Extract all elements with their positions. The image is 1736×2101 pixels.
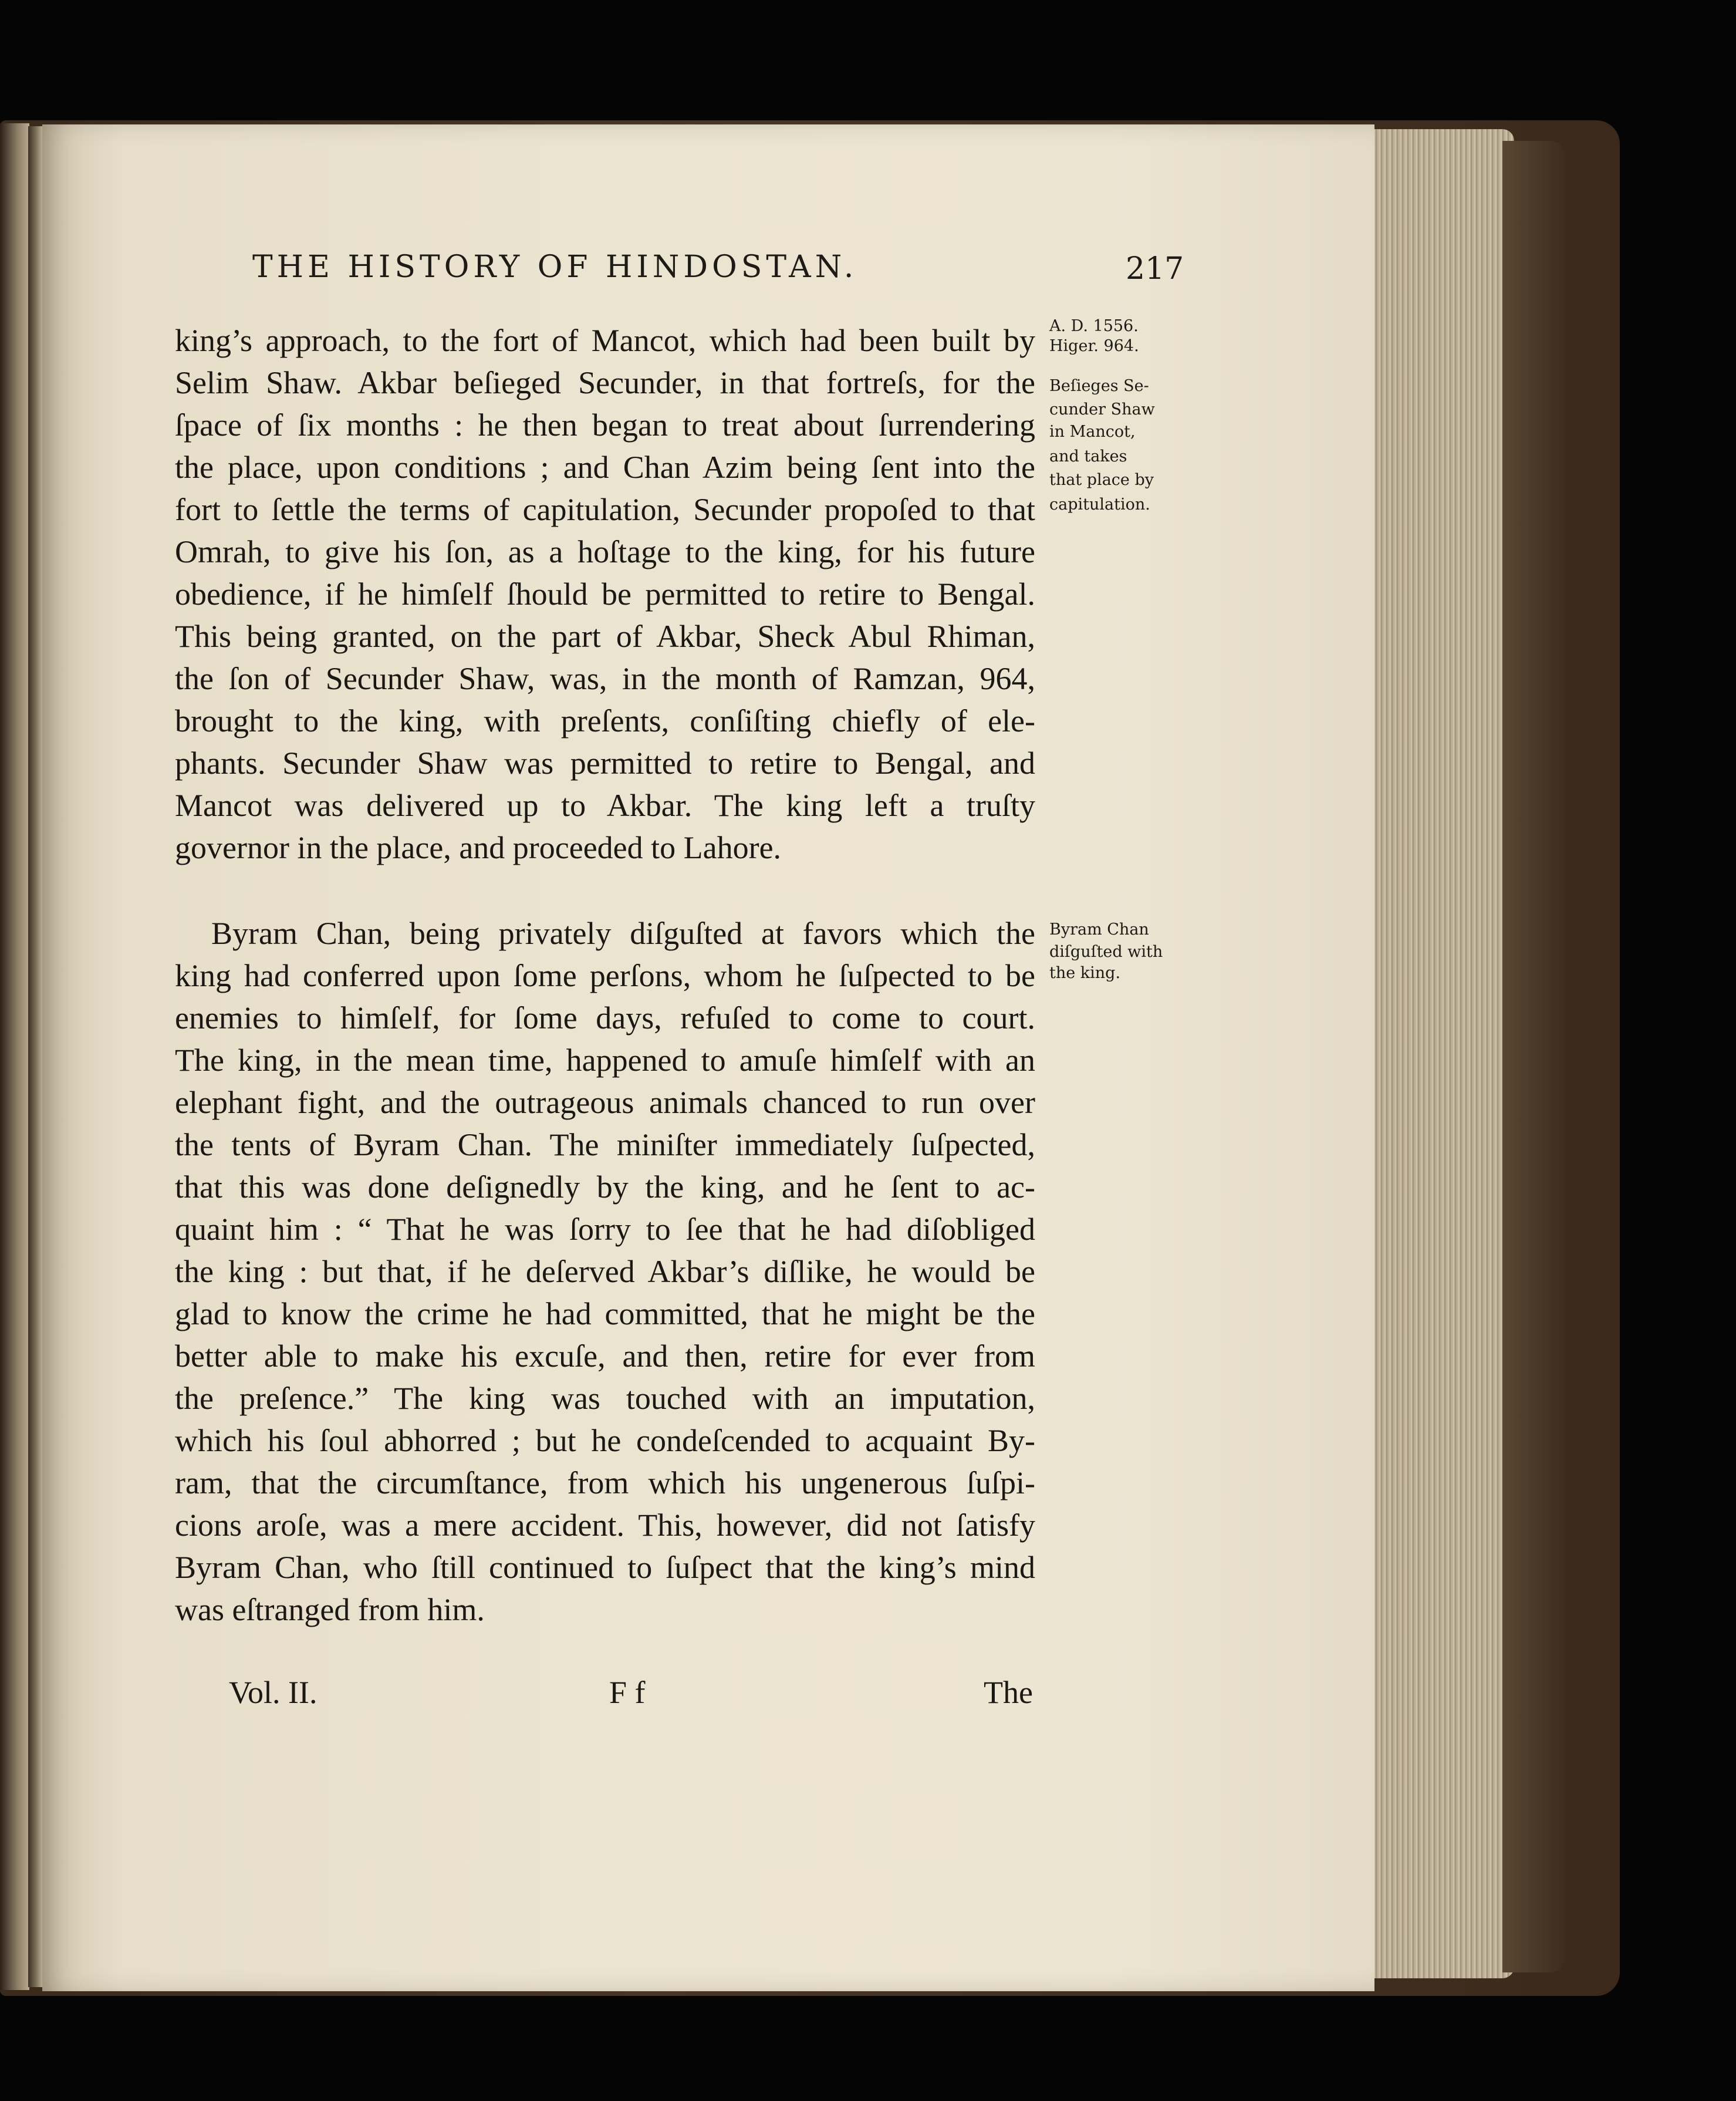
text-line: elephant fight, and the outrageous animals chanced to run over	[175, 1085, 1035, 1120]
text-line: the king : but that, if he deſerved Akbar’s diſlike, he would be	[175, 1254, 1035, 1289]
text-line: that this was done deſignedly by the king, and he ſent to ac-	[175, 1169, 1035, 1205]
running-head: THE HISTORY OF HINDOSTAN.	[252, 249, 858, 285]
text-line: the place, upon conditions ; and Chan Azim being ſent into the	[175, 450, 1035, 485]
text-line: the preſence.” The king was touched with an imputation,	[175, 1381, 1035, 1416]
margin-note-line: cunder Shaw	[1049, 400, 1155, 419]
text-line: obedience, if he himſelf ſhould be permitted to retire to Bengal.	[175, 576, 1035, 612]
text-line: fort to ſettle the terms of capitulation, Secunder propoſed to that	[175, 492, 1035, 527]
text-line: ram, that the circumſtance, from which his ungenerous ſuſpi-	[175, 1465, 1035, 1500]
text-line: brought to the king, with preſents, conſiſting chiefly of ele-	[175, 703, 1035, 738]
text-line: Omrah, to give his ſon, as a hoſtage to the king, for his future	[175, 534, 1035, 569]
text-line: was eſtranged from him.	[175, 1592, 485, 1627]
margin-note-line: diſguſted with	[1049, 943, 1163, 961]
margin-note-line: and takes	[1049, 447, 1127, 466]
signature-mark: F f	[609, 1675, 646, 1710]
text-line: This being granted, on the part of Akbar, Sheck Abul Rhiman,	[175, 619, 1035, 654]
text-line: Byram Chan, being privately diſguſted at favors which the	[211, 916, 1035, 951]
text-line: Byram Chan, who ſtill continued to ſuſpect that the king’s mind	[175, 1550, 1035, 1585]
text-line: the ſon of Secunder Shaw, was, in the month of Ramzan, 964,	[175, 661, 1035, 696]
text-line: governor in the place, and proceeded to Lahore.	[175, 830, 782, 865]
gutter	[28, 126, 43, 1987]
text-line: glad to know the crime he had committed, that he might be the	[175, 1296, 1035, 1331]
text-line: quaint him : “ That he was ſorry to ſee that he had diſobliged	[175, 1212, 1035, 1247]
text-line: king’s approach, to the fort of Mancot, which had been built by	[175, 323, 1035, 358]
text-line: The king, in the mean time, happened to amuſe himſelf with an	[175, 1043, 1035, 1078]
page-edges	[1367, 129, 1514, 1978]
text-line: the tents of Byram Chan. The miniſter immediately ſuſpected,	[175, 1127, 1035, 1162]
text-line: Mancot was delivered up to Akbar. The king left a truſty	[175, 788, 1035, 823]
text-line: enemies to himſelf, for ſome days, refuſed to come to court.	[175, 1000, 1035, 1036]
margin-note-line: Higer. 964.	[1049, 337, 1139, 355]
cover-edge	[1502, 141, 1567, 1972]
margin-note-line: A. D. 1556.	[1049, 317, 1139, 335]
page-number: 217	[1126, 251, 1184, 286]
text-line: Selim Shaw. Akbar beſieged Secunder, in that fortreſs, for the	[175, 365, 1035, 400]
margin-note-line: the king.	[1049, 964, 1121, 982]
text-line: phants. Secunder Shaw was permitted to retire to Bengal, and	[175, 746, 1035, 781]
text-line: ſpace of ſix months : he then began to treat about ſurrendering	[175, 407, 1035, 443]
text-line: cions aroſe, was a mere accident. This, however, did not ſatisfy	[175, 1508, 1035, 1543]
text-line: which his ſoul abhorred ; but he condeſcended to acquaint By-	[175, 1423, 1035, 1458]
margin-note-line: Beſieges Se-	[1049, 377, 1149, 395]
margin-note-line: Byram Chan	[1049, 920, 1149, 939]
catchword: The	[984, 1675, 1033, 1710]
margin-note-line: capitulation.	[1049, 495, 1150, 514]
text-line: better able to make his excuſe, and then, retire for ever from	[175, 1338, 1035, 1374]
text-line: king had conferred upon ſome perſons, whom he ſuſpected to be	[175, 958, 1035, 993]
volume-label: Vol. II.	[229, 1675, 318, 1710]
margin-note-line: that place by	[1049, 471, 1154, 489]
facing-page-edge	[0, 123, 29, 1990]
margin-note-line: in Mancot,	[1049, 423, 1136, 441]
